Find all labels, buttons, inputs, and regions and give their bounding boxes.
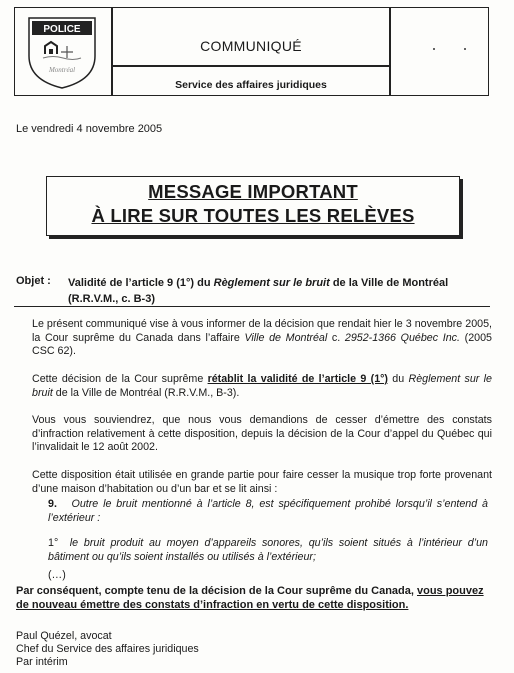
- important-line-2: À LIRE SUR TOUTES LES RELÈVES: [91, 205, 415, 226]
- logo-text: POLICE: [43, 24, 81, 35]
- signature-role: Chef du Service des affaires juridiques: [16, 643, 199, 655]
- subject-rule: [14, 306, 490, 307]
- signature-block: [16, 630, 199, 669]
- document-date: Le vendredi 4 novembre 2005: [16, 123, 163, 135]
- letterhead: [14, 7, 489, 96]
- paragraph-2: Cette décision de la Cour suprême rétablit la validité de l’article 9 (1°) du Règlement sur le bruit de la Ville de Montréal (R.R.V.M., B-3).: [32, 373, 492, 399]
- logo-subtext: Montréal: [48, 66, 76, 74]
- subject-text: Validité de l’article 9 (1°) du Règlement sur le bruit de la Ville de Montréal (R.R.V.M., c. B-3): [68, 277, 449, 305]
- important-banner: [46, 176, 460, 236]
- important-line-1: MESSAGE IMPORTANT: [148, 181, 358, 202]
- quote-ellipsis: (…): [48, 569, 66, 581]
- document-title: COMMUNIQUÉ: [200, 38, 302, 54]
- paragraph-1: Le présent communiqué vise à vous informer de la décision que rendait hier le 3 novembre 2005, la Cour suprême du Canada dans l’affaire Ville de Montréal c. 2952-1366 Québec Inc. (2005 CSC 62).: [32, 318, 492, 357]
- conclusion-paragraph: Par conséquent, compte tenu de la décision de la Cour suprême du Canada, vous pouvez de nouveau émettre des constats d’infraction en vertu de cette disposition.: [16, 585, 484, 611]
- signature-name: Paul Quézel, avocat: [16, 630, 112, 642]
- paragraph-3: Vous vous souviendrez, que nous vous demandions de cesser d’émettre des constats d’infraction relativement à cette disposition, depuis la décision de la Cour d’appel du Québec qui l’invalidait le 12 août 2002.: [32, 414, 492, 453]
- quote-article-9-1: 1° le bruit produit au moyen d’appareils sonores, qu’ils soient situés à l’intérieur d’un bâtiment ou qu’ils soient installés ou utilisés à l’extérieur;: [48, 537, 488, 563]
- signature-interim: Par intérim: [16, 656, 68, 668]
- document-subtitle: Service des affaires juridiques: [175, 79, 327, 91]
- subject-label: Objet :: [16, 275, 51, 287]
- police-badge-logo: [21, 12, 103, 92]
- paragraph-4: Cette disposition était utilisée en grande partie pour faire cesser la musique trop forte provenant d’une maison d’habitation ou d’un bar et se lit ainsi :: [32, 469, 492, 495]
- quote-article-9: 9. Outre le bruit mentionné à l’article 8, est spécifiquement prohibé lorsqu’il s’entend à l’extérieur :: [48, 498, 488, 524]
